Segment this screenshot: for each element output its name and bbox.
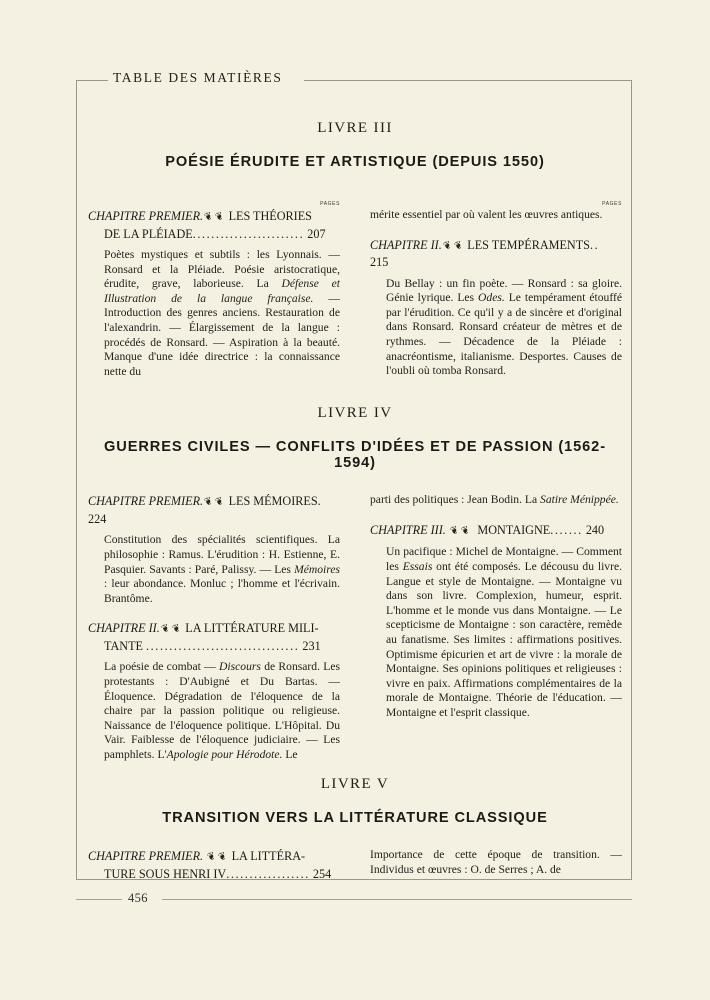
book-heading-livre-3 — [88, 120, 622, 170]
columns-livre-3 — [88, 200, 622, 393]
page-number: 240 — [585, 522, 605, 537]
book-title: POÉSIE ÉRUDITE ET ARTISTIQUE (DEPUIS 1550) — [165, 154, 545, 170]
page-number: 254 — [312, 866, 332, 881]
entry-title-line2-row — [104, 866, 340, 883]
entry-title-line2: DE LA PLÉIADE — [104, 226, 193, 241]
toc-entry[interactable] — [88, 493, 340, 527]
entry-title-line1: LA LITTÉRATURE MILI- — [185, 621, 319, 636]
entry-title-line2-row — [104, 638, 340, 655]
right-column — [370, 493, 622, 776]
book-label: LIVRE V — [320, 776, 390, 793]
book-label: LIVRE IV — [317, 405, 393, 422]
leaf-ornament-icon: ❦ — [206, 850, 218, 865]
dot-leaders: .. — [589, 237, 600, 252]
page-number: 231 — [302, 638, 321, 653]
leaf-ornament-icon: ❦ — [448, 524, 460, 538]
chapter-label: CHAPITRE PREMIER. — [88, 849, 204, 864]
dot-leaders: ........................ — [192, 226, 305, 241]
toc-entry[interactable] — [370, 522, 622, 540]
dot-leaders: ................................. — [146, 638, 300, 653]
entry-description: Poètes mystiques et subtils : les Lyonnais. — Ronsard et la Pléiade. Poésie aristocratique, érudite, grave, laborieuse. La Défense et Illustration de la langue française. — Introduction des genres anciens. Restauration de l'alexandrin. — Élargissement de la langue : procédés de Ronsard. — Aspiration à la beauté. Manque d'une idée directrice : la connaissance nette du — [104, 248, 340, 378]
toc-entry[interactable] — [88, 848, 340, 882]
entry-title-line1: MONTAIGNE — [477, 522, 551, 537]
leaf-ornament-icon: ❦ — [441, 238, 453, 253]
columns-livre-5 — [88, 848, 622, 891]
spacer — [88, 471, 622, 493]
book-label: LIVRE III — [317, 120, 393, 136]
left-column — [88, 848, 340, 891]
folio-area — [76, 890, 632, 910]
book-title: TRANSITION VERS LA LITTÉRATURE CLASSIQUE — [162, 810, 548, 827]
continued-description: Importance de cette époque de transition. — Individus et œuvres : O. de Serres ; A. de — [370, 848, 622, 877]
entry-description: Du Bellay : un fin poète. — Ronsard : sa gloire. Génie lyrique. Les Odes. Le tempérament étouffé par l'érudition. Ce qu'il y a de sincère et d'original dans Ronsard. Ronsard créateur de mètres et de rythmes. — Décadence de la Pléiade : anacréontisme, italianisme. Desportes. Causes de l'oubli où tomba Ronsard. — [386, 276, 622, 378]
chapter-label: CHAPITRE II. — [370, 237, 442, 252]
book-heading-livre-4 — [88, 405, 622, 471]
leaf-ornament-icon: ❦ — [452, 238, 465, 253]
leaf-ornament-icon: ❦ — [214, 495, 226, 510]
dot-leaders: ....... — [550, 522, 583, 537]
spacer — [88, 170, 622, 200]
entry-title-line1: LES MÉMOIRES. — [228, 494, 321, 509]
page-number: 207 — [307, 226, 326, 241]
pages-header-left: PAGES — [320, 201, 340, 207]
right-column — [370, 200, 622, 393]
leaf-ornament-icon: ❦ — [217, 850, 229, 865]
leaf-ornament-icon: ❦ — [214, 210, 226, 224]
toc-entry[interactable] — [88, 208, 340, 242]
spacer — [88, 393, 622, 405]
continued-description: mérite essentiel par où valent les œuvres antiques. — [370, 208, 603, 221]
continued-description: parti des politiques : Jean Bodin. La Satire Ménippée. — [370, 493, 619, 507]
page-number: 224 — [88, 511, 107, 526]
spacer — [88, 826, 622, 848]
chapter-label: CHAPITRE PREMIER. — [88, 494, 204, 509]
page-number: 215 — [370, 255, 389, 270]
left-column — [88, 200, 340, 393]
dot-leaders: .................. — [226, 866, 310, 881]
leaf-ornament-icon: ❦ — [203, 495, 215, 510]
entry-description: Constitution des spécialités scientifiques. La philosophie : Ramus. L'érudition : H. Estienne, E. Pasquier. Savants : Paré, Palissy. — Les Mémoires : leur abondance. Monluc ; l'homme et l'écrivain. Brantôme. — [104, 533, 340, 605]
contents-body — [88, 120, 622, 892]
book-title: GUERRES CIVILES — CONFLITS D'IDÉES ET DE PASSION (1562-1594) — [104, 439, 606, 472]
entry-title-line2-row — [104, 226, 340, 243]
chapter-label: CHAPITRE PREMIER. — [88, 209, 204, 223]
running-head: TABLE DES MATIÈRES — [113, 70, 283, 85]
columns-livre-4 — [88, 493, 622, 776]
chapter-label: CHAPITRE III. — [370, 522, 446, 537]
right-column — [370, 848, 622, 891]
chapter-label: CHAPITRE II. — [88, 621, 160, 636]
leaf-ornament-icon: ❦ — [203, 210, 215, 224]
entry-title-line1: LA LITTÉRA- — [231, 849, 306, 864]
toc-entry[interactable] — [370, 237, 622, 271]
pages-header-right: PAGES — [602, 201, 622, 207]
leaf-ornament-icon: ❦ — [460, 524, 472, 538]
entry-title-line1: LES THÉORIES — [228, 209, 312, 223]
leaf-ornament-icon: ❦ — [170, 622, 183, 637]
toc-entry[interactable] — [88, 620, 340, 654]
entry-description: Un pacifique : Michel de Montaigne. — Comment les Essais ont été composés. Le décousu du livre. Langue et style de Montaigne. — Montaigne vu dans son livre. Complexion, humeur, esprit. L'homme et le monde vus dans Montaigne. — Le scepticisme de Montaigne : son caractère, remède au fanatisme. Ses limites : affirmations positives. Optimisme épicurien et art de vivre : la morale de Montaigne. Ses opinions politiques et religieuses : vivre en paix. Affirmations complémentaires de la morale de Montaigne. Théorie de l'éducation. — Montaigne et l'esprit classique. — [386, 545, 622, 719]
leaf-ornament-icon: ❦ — [159, 622, 171, 637]
entry-description: La poésie de combat — Discours de Ronsard. Les protestants : D'Aubigné et Du Bartas. — Éloquence. Dégradation de l'éloquence de la chaire par la passion politique ou religieuse. Naissance de l'éloquence politique. L'Hôpital. Du Vair. Faiblesse de l'éloquence judiciaire. — Les pamphlets. L'Apologie pour Hérodote. Le — [104, 660, 341, 761]
entry-title-line1: LES TEMPÉRAMENTS — [467, 237, 590, 252]
folio-page-number: 456 — [128, 891, 148, 905]
left-column — [88, 493, 340, 776]
book-heading-livre-5 — [88, 776, 622, 826]
entry-title-line2: TANTE — [104, 638, 143, 653]
entry-title-line2: TURE SOUS HENRI IV — [104, 866, 227, 881]
